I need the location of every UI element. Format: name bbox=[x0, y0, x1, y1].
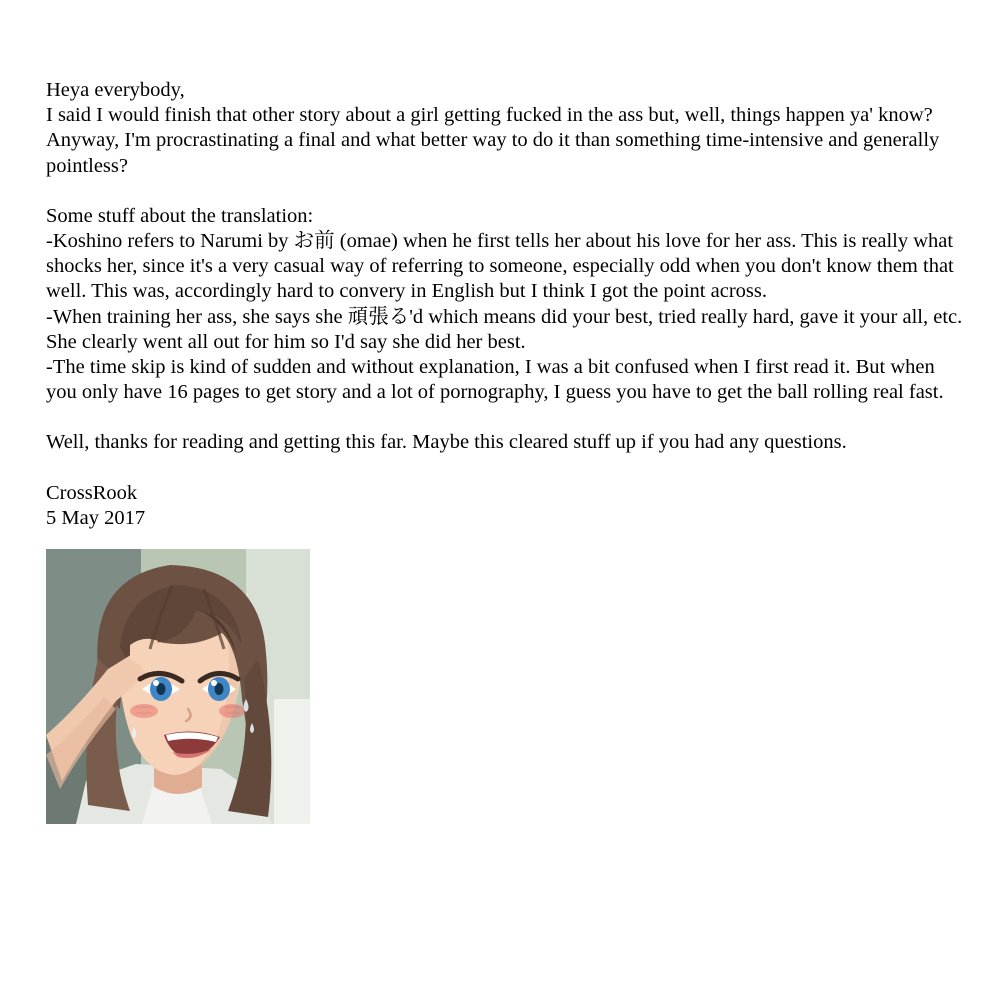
paragraph-spacer bbox=[46, 456, 970, 481]
signature-name: CrossRook bbox=[46, 481, 138, 504]
anime-girl-portrait-image bbox=[46, 549, 310, 824]
paragraph-spacer bbox=[46, 179, 970, 204]
closing-paragraph: Well, thanks for reading and getting this far. Maybe this cleared stuff up if you had any questions. bbox=[46, 431, 847, 454]
section-heading: Some stuff about the translation: bbox=[46, 204, 314, 227]
paragraph-spacer bbox=[46, 405, 970, 430]
translation-note-1: -Koshino refers to Narumi by お前 (omae) when he first tells her about his love for her ass. This is really what shocks her, since it's a very casual way of referring to someone, especially odd when you don't know them that well. This was, accordingly hard to convery in English but I think I got the point across. bbox=[46, 230, 959, 303]
greeting-line: Heya everybody, bbox=[46, 79, 185, 101]
signature-date: 5 May 2017 bbox=[46, 506, 146, 529]
illustration-container bbox=[46, 549, 310, 824]
translation-note-3: -The time skip is kind of sudden and without explanation, I was a bit confused when I first read it. But when you only have 16 pages to get story and a lot of pornography, I guess you have to get the ball rolling real fast. bbox=[46, 356, 944, 404]
translation-note-2: -When training her ass, she says she 頑張る'd which means did your best, tried really hard, gave it your all, etc. She clearly went all out for him so I'd say she did her best. bbox=[46, 305, 968, 353]
intro-paragraph: I said I would finish that other story about a girl getting fucked in the ass but, well, things happen ya' know? Anyway, I'm procrastinating a final and what better way to do it than something time-intensive and generally pointless? bbox=[46, 104, 945, 177]
